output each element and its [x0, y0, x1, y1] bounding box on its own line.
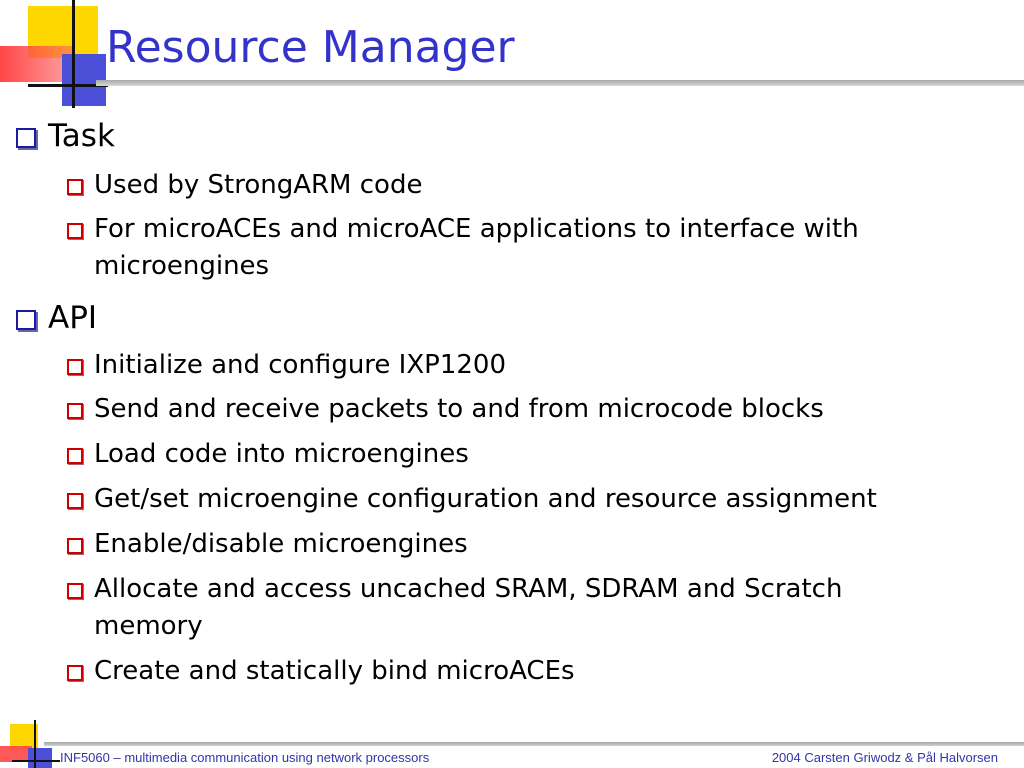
bullet-text: Send and receive packets to and from microcode blocks — [94, 394, 824, 424]
checkbox-bullet-icon — [67, 583, 83, 599]
checkbox-bullet-icon — [67, 403, 83, 419]
sub-bullet — [94, 350, 506, 380]
bullet-text: For microACEs and microACE applications to interface with — [94, 214, 859, 244]
checkbox-bullet-icon — [67, 223, 83, 239]
sub-bullet — [94, 656, 575, 686]
checkbox-bullet-icon — [67, 538, 83, 554]
bullet-text: Enable/disable microengines — [94, 529, 468, 559]
bullet-text: API — [48, 300, 98, 336]
sub-bullet — [94, 394, 824, 424]
sub-bullet — [94, 574, 842, 604]
slide-title: Resource Manager — [106, 22, 515, 73]
sub-bullet — [94, 484, 877, 514]
checkbox-bullet-icon — [67, 359, 83, 375]
checkbox-bullet-icon — [67, 448, 83, 464]
bullet-task — [48, 118, 115, 154]
footer-divider — [44, 742, 1024, 746]
bullet-text: Task — [48, 118, 115, 154]
bullet-text: Get/set microengine configuration and resource assignment — [94, 484, 877, 514]
bullet-text: Allocate and access uncached SRAM, SDRAM and Scratch — [94, 574, 843, 604]
bullet-continuation: memory — [94, 611, 203, 641]
bullet-text: Initialize and configure IXP1200 — [94, 350, 507, 380]
checkbox-bullet-icon — [67, 179, 83, 195]
footer-logo-hline — [12, 760, 60, 762]
bullet-continuation: microengines — [94, 251, 270, 281]
footer-logo-blue — [28, 748, 52, 768]
checkbox-bullet-icon — [67, 493, 83, 509]
footer-credit: 2004 Carsten Griwodz & Pål Halvorsen — [771, 750, 998, 765]
sub-bullet — [94, 214, 859, 244]
bullet-api — [48, 300, 97, 336]
bullet-text: Create and statically bind microACEs — [94, 656, 575, 686]
checkbox-bullet-icon — [16, 128, 36, 148]
sub-bullet — [94, 439, 469, 469]
checkbox-bullet-icon — [16, 310, 36, 330]
checkbox-bullet-icon — [67, 665, 83, 681]
footer-course: INF5060 – multimedia communication using network processors — [60, 750, 430, 765]
bullet-text: Used by StrongARM code — [94, 170, 423, 200]
sub-bullet — [94, 170, 422, 200]
sub-bullet — [94, 529, 468, 559]
bullet-text: Load code into microengines — [94, 439, 469, 469]
